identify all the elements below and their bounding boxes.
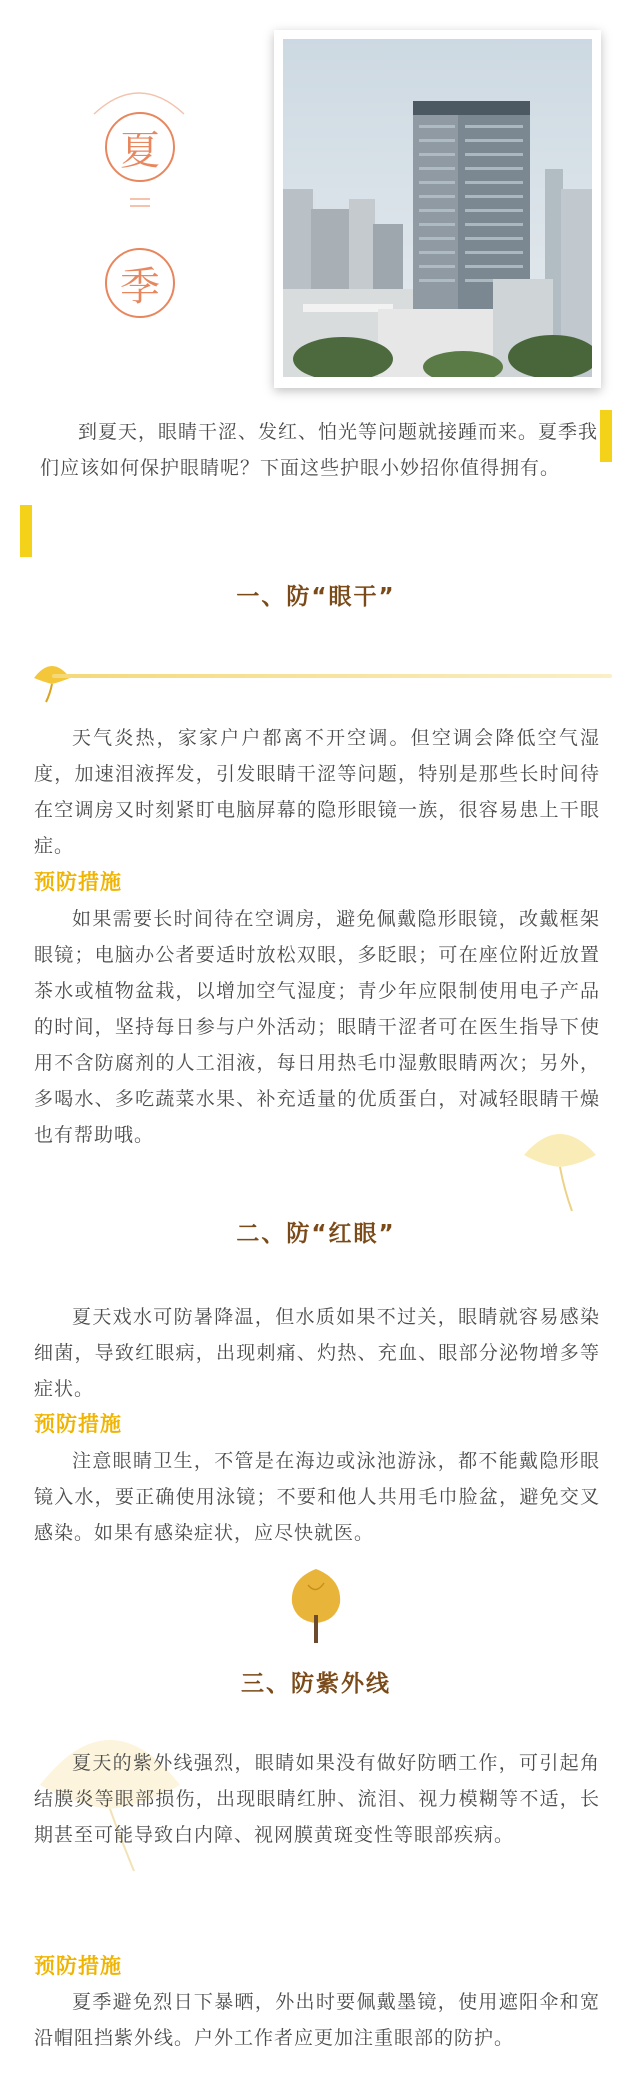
section3-heading: 三、防紫外线 xyxy=(241,1671,391,1697)
title-char-summer: 夏 xyxy=(105,112,175,182)
title-char-season: 季 xyxy=(105,248,175,318)
section-divider-line xyxy=(52,674,612,678)
section1-heading: 一、防“眼干” xyxy=(236,584,396,610)
section3-body: 夏天的紫外线强烈，眼睛如果没有做好防晒工作，可引起角结膜炎等眼部损伤，出现眼睛红肿、流泪、视力模糊等不适，长期甚至可能导致白内障、视网膜黄斑变性等眼部疾病。 xyxy=(34,1752,600,1846)
title-divider xyxy=(130,198,150,200)
section1-prevention: 如果需要长时间待在空调房，避免佩戴隐形眼镜，改戴框架眼镜；电脑办公者要适时放松双眼，多眨眼；可在座位附近放置茶水或植物盆栽，以增加空气湿度；青少年应限制使用电子产品的时间，坚持每日参与户外活动；眼睛干涩者可在医生指导下使用不含防腐剂的人工泪液，每日用热毛巾湿敷眼睛两次；另外，多喝水、多吃蔬菜水果、补充适量的优质蛋白，对减轻眼睛干燥也有帮助哦。 xyxy=(34,908,600,1146)
section2-prevention: 注意眼睛卫生，不管是在海边或泳池游泳，都不能戴隐形眼镜入水，要正确使用泳镜；不要和他人共用毛巾脸盆，避免交叉感染。如果有感染症状，应尽快就医。 xyxy=(34,1450,600,1544)
intro-text: 到夏天，眼睛干涩、发红、怕光等问题就接踵而来。夏季我们应该如何保护眼睛呢？下面这些护眼小妙招你值得拥有。 xyxy=(40,421,599,479)
ginkgo-leaf-icon xyxy=(520,1125,600,1215)
title-divider xyxy=(130,205,150,207)
decor-bar-right xyxy=(600,410,612,462)
section1-label: 预防措施 xyxy=(34,870,122,894)
section3-label: 预防措施 xyxy=(34,1954,122,1978)
building-photo xyxy=(274,30,601,388)
section2-label: 预防措施 xyxy=(34,1412,122,1436)
decor-bar-left xyxy=(20,505,32,557)
section3-prevention: 夏季避免烈日下暴晒，外出时要佩戴墨镜，使用遮阳伞和宽沿帽阻挡紫外线。户外工作者应更加注重眼部的防护。 xyxy=(34,1991,600,2049)
section2-heading: 二、防“红眼” xyxy=(236,1221,396,1247)
section1-body: 天气炎热，家家户户都离不开空调。但空调会降低空气湿度，加速泪液挥发，引发眼睛干涩等问题，特别是那些长时间待在空调房又时刻紧盯电脑屏幕的隐形眼镜一族，很容易患上干眼症。 xyxy=(34,727,600,857)
ginkgo-tree-icon xyxy=(286,1565,346,1645)
ginkgo-leaf-icon xyxy=(30,660,75,705)
building-photo-image xyxy=(283,39,592,377)
section2-body: 夏天戏水可防暑降温，但水质如果不过关，眼睛就容易感染细菌，导致红眼病，出现刺痛、灼热、充血、眼部分泌物增多等症状。 xyxy=(34,1306,600,1400)
